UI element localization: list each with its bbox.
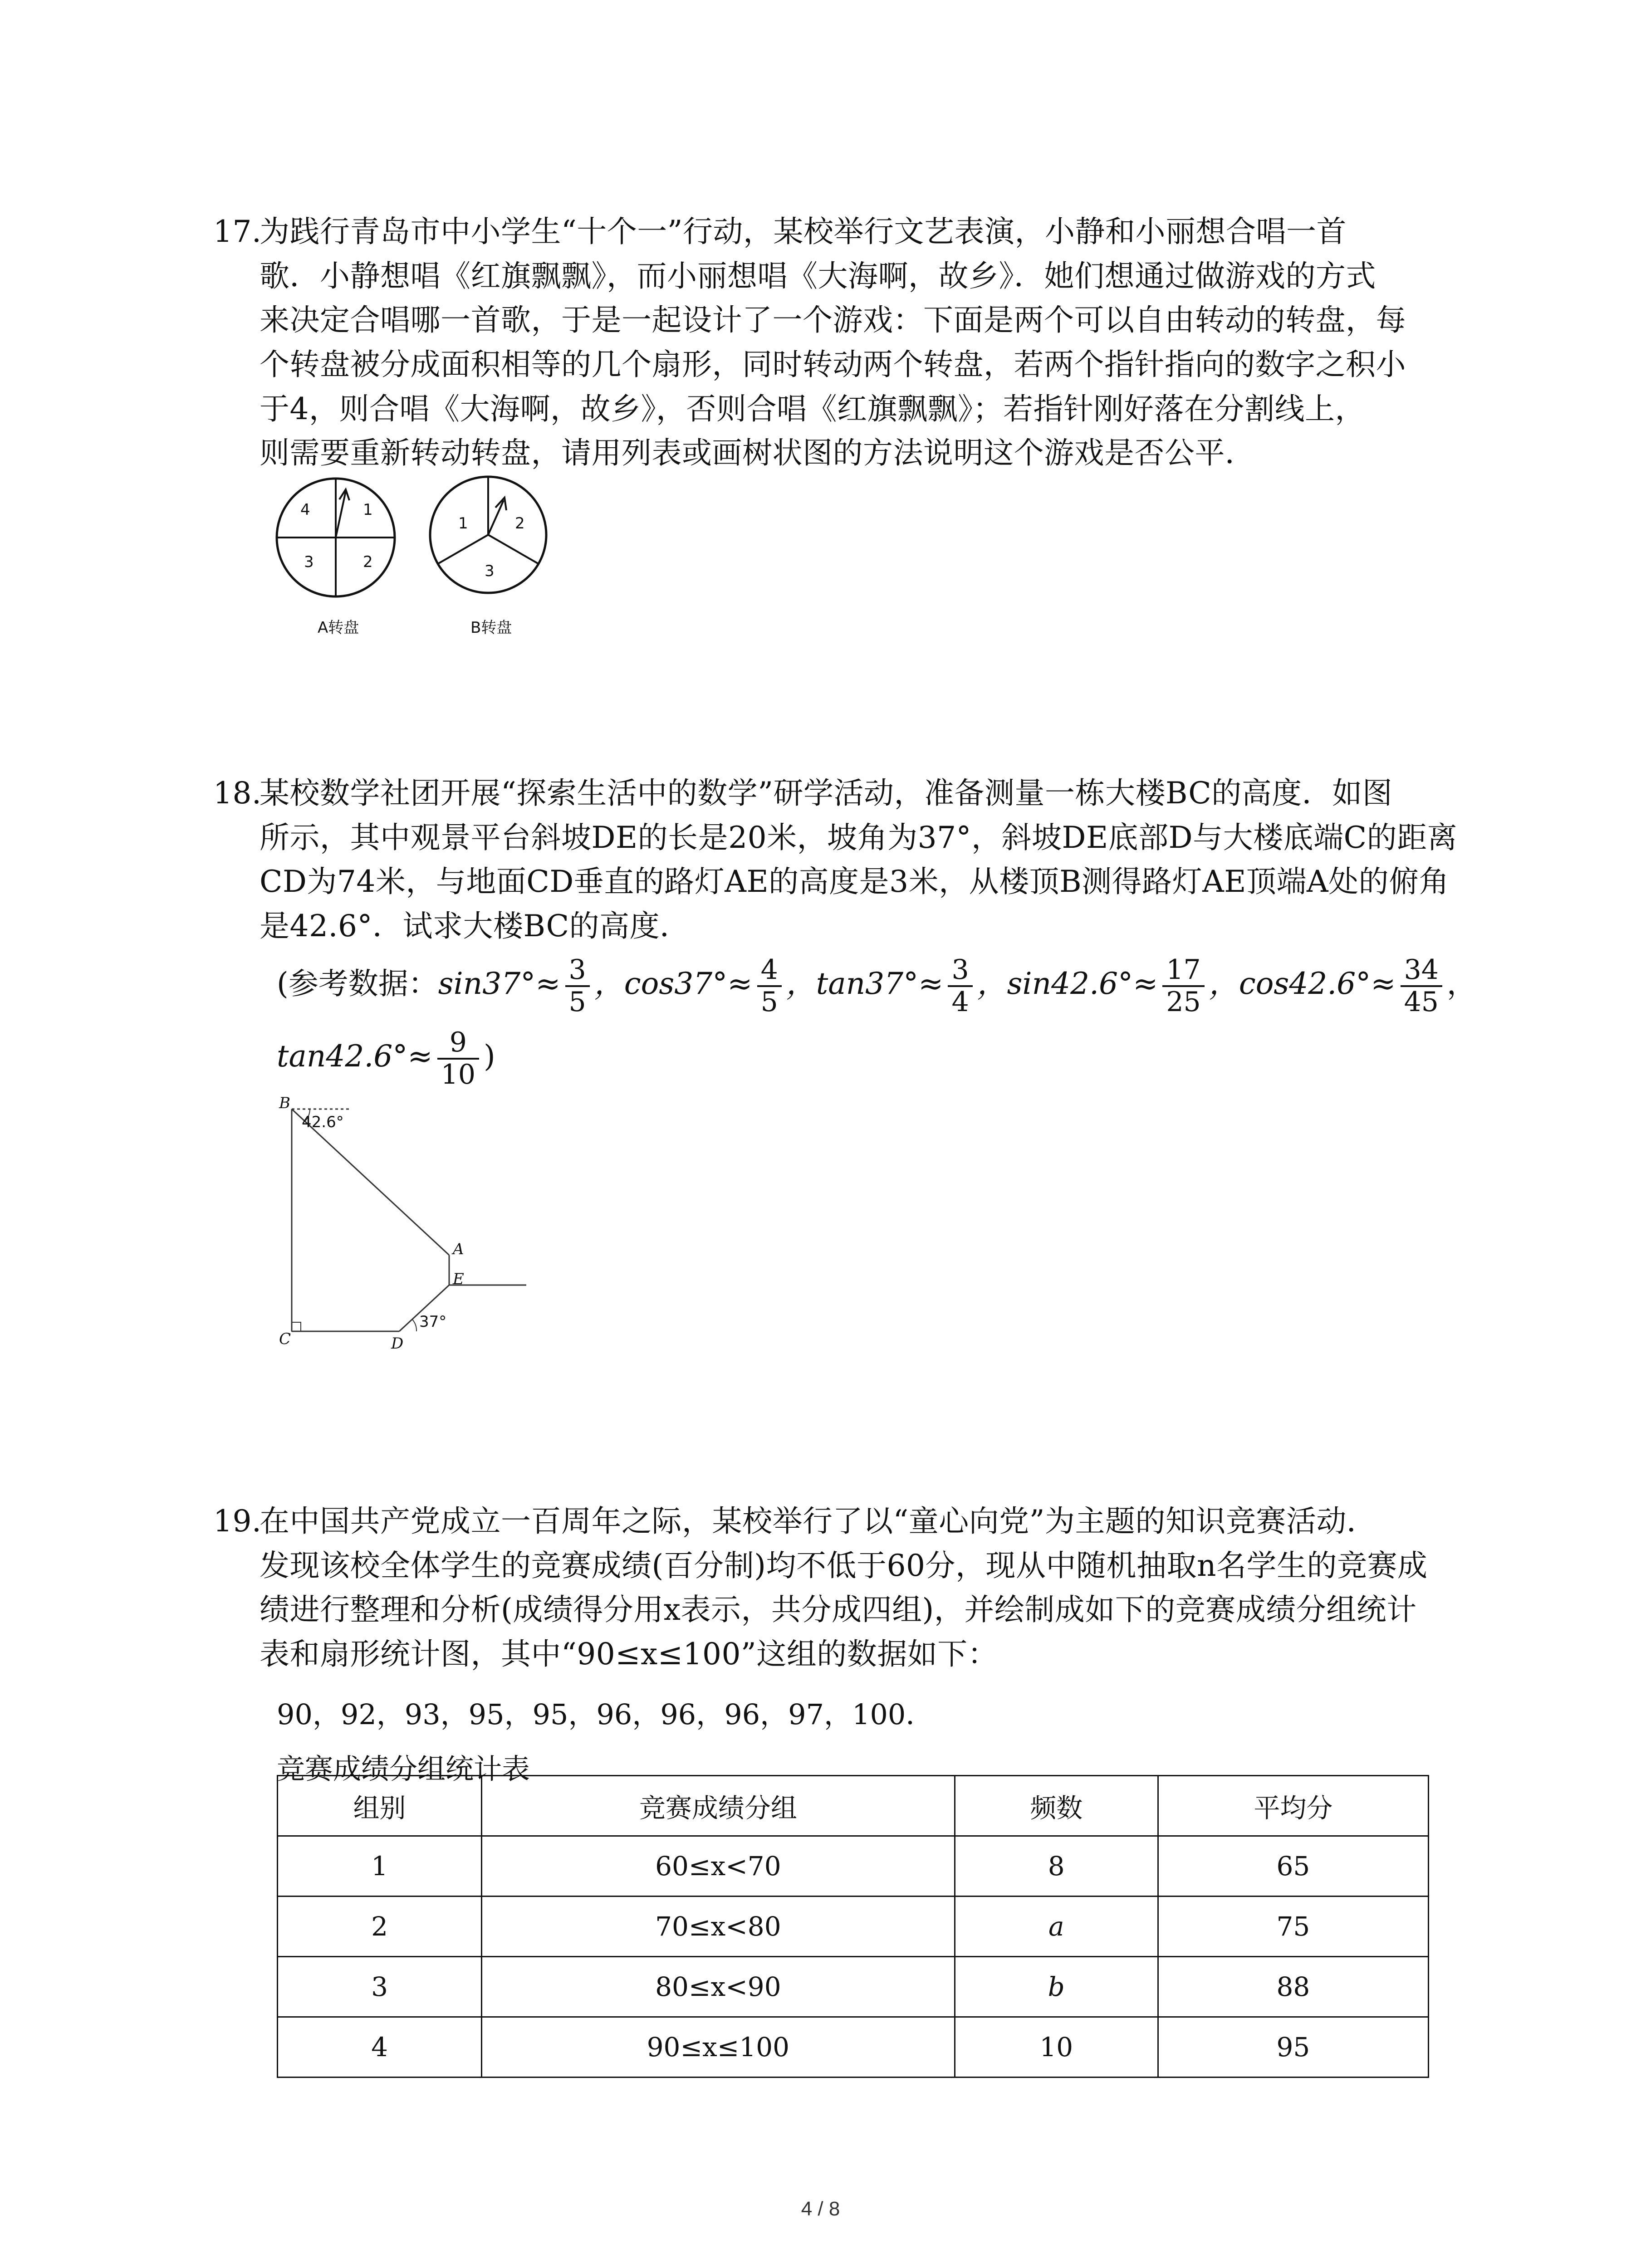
spinner-a	[277, 479, 395, 637]
competition-score-table	[277, 1775, 1429, 2078]
fraction-numerator: 3	[565, 955, 590, 987]
fraction-denominator: 25	[1166, 986, 1201, 1018]
q19-line-2: 发现该校全体学生的竞赛成绩(百分制)均不低于60分，现从中随机抽取n名学生的竞赛成	[260, 1548, 1428, 1583]
q18-first-line	[213, 771, 1438, 816]
table-cell-average: 95	[1158, 2017, 1428, 2077]
sin42-6-label: ，sin42.6°≈	[977, 966, 1158, 1002]
table-cell-average: 75	[1158, 1897, 1428, 1957]
q18-line-2: 所示，其中观景平台斜坡DE的长是20米，坡角为37°，斜坡DE底部D与大楼底端C的距离	[260, 820, 1458, 855]
spinner-b-sector-label: 1	[458, 514, 468, 533]
table-row	[278, 1957, 1429, 2017]
table-cell-average: 88	[1158, 1957, 1428, 2017]
spinner-b-divider	[438, 535, 488, 564]
q17-line-1: 为践行青岛市中小学生“十个一”行动，某校举行文艺表演，小静和小丽想合唱一首	[260, 214, 1347, 249]
q18-reference-data-row-1	[277, 955, 1477, 1017]
q19-first-line	[213, 1499, 1438, 1544]
fraction-numerator: 17	[1162, 955, 1204, 987]
table-header-frequency: 频数	[955, 1776, 1158, 1836]
q18-line-4: 是42.6°．试求大楼BC的高度．	[260, 909, 690, 944]
q17-line-2: 歌．小静想唱《红旗飘飘》，而小丽想唱《大海啊，故乡》．她们想通过做游戏的方式	[260, 258, 1376, 293]
q17-line-5: 于4，则合唱《大海啊，故乡》，否则合唱《红旗飘飘》；若指针刚好落在分割线上，	[260, 391, 1365, 426]
table-cell-score-range: 80≤x<90	[482, 1957, 955, 2017]
spinner-figures	[272, 483, 563, 646]
table-row	[278, 2017, 1429, 2077]
q19-number: 19.	[213, 1504, 262, 1539]
q17-line-4: 个转盘被分成面积相等的几个扇形，同时转动两个转盘，若两个指针指向的数字之积小	[260, 347, 1406, 382]
point-c-label: C	[279, 1330, 291, 1348]
building-slope-diagram	[272, 1095, 531, 1368]
tan42-6-label: tan42.6°≈	[277, 1039, 433, 1074]
table-cell-frequency: 8	[955, 1836, 1158, 1897]
fraction-denominator: 4	[951, 986, 969, 1018]
sin37-label: sin37°≈	[438, 966, 561, 1002]
fraction-numerator: 4	[757, 955, 782, 987]
q17-line-6: 则需要重新转动转盘，请用列表或画树状图的方法说明这个游戏是否公平．	[260, 435, 1255, 471]
right-angle-marker	[292, 1322, 301, 1331]
angle-37-arc	[412, 1320, 416, 1331]
q17-first-line	[213, 210, 1438, 254]
table-cell-group: 1	[278, 1836, 482, 1897]
fraction-denominator: 10	[441, 1059, 475, 1091]
tan37-label: ，tan37°≈	[786, 966, 944, 1002]
fraction-denominator: 45	[1404, 986, 1439, 1018]
q18-line-3: CD为74米，与地面CD垂直的路灯AE的高度是3米，从楼顶B测得路灯AE顶端A处的俯角	[260, 864, 1450, 899]
comma: ，	[1446, 966, 1477, 1002]
cos37-fraction	[757, 955, 782, 1017]
spinner-a-sector-label: 3	[304, 553, 314, 571]
question-18	[213, 771, 1458, 948]
spinner-a-caption: A转盘	[318, 619, 359, 637]
sin37-fraction	[565, 955, 590, 1017]
cos42-6-label: ，cos42.6°≈	[1209, 966, 1396, 1002]
angle-bottom-label: 37°	[419, 1313, 447, 1331]
tan37-fraction	[948, 955, 972, 1017]
point-e-label: E	[453, 1270, 464, 1288]
spinner-b-sector-label: 3	[485, 562, 495, 580]
spinner-a-sector-label: 4	[300, 501, 310, 519]
q19-data-list: 90，92，93，95，95，96，96，96，97，100．	[277, 1698, 934, 1731]
table-cell-average: 65	[1158, 1836, 1428, 1897]
fraction-numerator: 3	[948, 955, 972, 987]
table-cell-group: 3	[278, 1957, 482, 2017]
spinner-a-sector-label: 2	[363, 553, 373, 571]
question-19	[213, 1499, 1438, 1677]
table-cell-group: 2	[278, 1897, 482, 1957]
spinner-b-pointer	[488, 500, 504, 535]
sin42-6-fraction	[1162, 955, 1204, 1017]
q19-line-1: 在中国共产党成立一百周年之际，某校举行了以“童心向党”为主题的知识竞赛活动．	[260, 1504, 1377, 1539]
q18-number: 18.	[213, 776, 262, 811]
angle-top-label: 42.6°	[302, 1113, 344, 1131]
table-header-group: 组别	[278, 1776, 482, 1836]
reference-suffix: )	[484, 1039, 495, 1074]
fraction-denominator: 5	[760, 986, 778, 1018]
table-row	[278, 1836, 1429, 1897]
table-cell-group: 4	[278, 2017, 482, 2077]
q17-number: 17.	[213, 214, 262, 249]
q18-line-1: 某校数学社团开展“探索生活中的数学”研学活动，准备测量一栋大楼BC的高度．如图	[260, 776, 1393, 811]
question-17	[213, 210, 1438, 475]
table-row	[278, 1897, 1429, 1957]
q19-line-4: 表和扇形统计图，其中“90≤x≤100”这组的数据如下：	[260, 1637, 998, 1672]
spinner-b-divider	[488, 535, 539, 564]
table-cell-score-range: 90≤x≤100	[482, 2017, 955, 2077]
table-cell-frequency: b	[955, 1957, 1158, 2017]
q19-table-caption: 竞赛成绩分组统计表	[277, 1752, 530, 1785]
table-header-score-range: 竞赛成绩分组	[482, 1776, 955, 1836]
spinner-b-sector-label: 2	[515, 514, 525, 533]
table-cell-score-range: 70≤x<80	[482, 1897, 955, 1957]
point-d-label: D	[391, 1334, 404, 1353]
fraction-denominator: 5	[568, 986, 586, 1018]
spinner-a-sector-label: 1	[363, 501, 373, 519]
page-number: 4 / 8	[801, 2198, 840, 2220]
q18-reference-data-row-2	[277, 1027, 495, 1090]
spinner-b-caption: B转盘	[470, 619, 512, 637]
q17-line-3: 来决定合唱哪一首歌，于是一起设计了一个游戏：下面是两个可以自由转动的转盘，每	[260, 303, 1406, 338]
spinner-b	[430, 477, 546, 637]
table-cell-frequency: a	[955, 1897, 1158, 1957]
table-cell-frequency: 10	[955, 2017, 1158, 2077]
cos37-label: ，cos37°≈	[594, 966, 753, 1002]
tan42-6-fraction	[437, 1027, 479, 1090]
fraction-numerator: 34	[1401, 955, 1442, 987]
table-header-row	[278, 1776, 1429, 1836]
cos42-6-fraction	[1401, 955, 1442, 1017]
point-b-label: B	[279, 1094, 290, 1112]
table-header-average: 平均分	[1158, 1776, 1428, 1836]
table-cell-score-range: 60≤x<70	[482, 1836, 955, 1897]
q19-line-3: 绩进行整理和分析(成绩得分用x表示，共分成四组)，并绘制成如下的竞赛成绩分组统计	[260, 1592, 1417, 1628]
reference-prefix: (参考数据：	[277, 966, 438, 1002]
point-a-label: A	[453, 1240, 464, 1258]
fraction-numerator: 9	[437, 1027, 479, 1060]
